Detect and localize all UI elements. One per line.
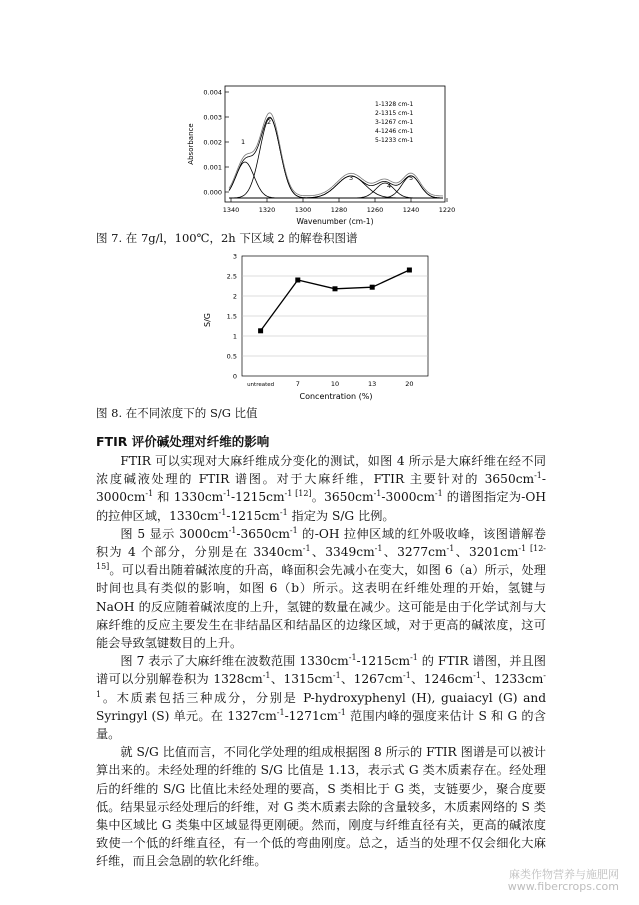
- text-run: 、3349cm: [310, 545, 375, 560]
- text-run: 的-OH 拉伸区域的红外吸收峰，该图谱解卷积为 4 个部分，分别是在 3340cm: [96, 526, 546, 560]
- text-run: 的谱图指定为-OH 的拉伸区域，1330cm: [96, 490, 546, 523]
- fig7-legend-entry: 2-1315 cm-1: [375, 110, 414, 117]
- text-run: FTIR 可以实现对大麻纤维成分变化的测试，如图 4 所示是大麻纤维在经不同浓度碱液处理的 FTIR 谱图。对于大麻纤维，FTIR 主要针对的 3650cm: [96, 454, 546, 487]
- superscript: -1: [373, 489, 382, 499]
- fig7-y-tick-label: 0.003: [203, 113, 222, 122]
- superscript: -1: [446, 543, 455, 553]
- text-run: 的 FTIR 谱图，并且图谱可以分别解卷积为 1328cm: [96, 654, 546, 687]
- superscript: -1: [374, 543, 383, 553]
- superscript: -1: [276, 707, 285, 717]
- fig8-data-point: [407, 268, 412, 273]
- text-run: -3650cm: [236, 526, 290, 541]
- fig8-y-tick-label: 1.5: [226, 312, 237, 321]
- text-run: 。可以看出随着碱浓度的升高，峰面积会先减小在变大，如图 6（a）所示，处理时间也具有类似的影响，如图 6（b）所示。这表明在纤维处理的开始，氢键与 NaOH 的反应随着碱浓度的上升，氢键的数量在减少。这可能是由于化学试剂与大麻纤维的反应主要发生在非结晶区和结晶区的边缘区域，对于更高的碱浓度，这可能会导致氢键数目的上升。: [96, 563, 546, 651]
- superscript: -1 [12]: [284, 489, 312, 499]
- superscript: -1: [289, 525, 298, 535]
- fig8-x-tick-label: 13: [368, 380, 377, 388]
- fig8-y-tick-label: 0: [232, 372, 237, 381]
- fig8-data-point: [333, 286, 338, 291]
- fig8-y-tick-label: 3: [232, 252, 237, 261]
- fig7-legend: [375, 101, 413, 144]
- superscript: -1: [302, 543, 311, 553]
- fig7-x-tick-label: 1220: [438, 206, 456, 214]
- fig8-y-tick-label: 2.5: [226, 272, 237, 281]
- fig8-x-tick-label: 10: [330, 380, 340, 388]
- text-run: 、3201cm: [454, 545, 519, 560]
- text-run: -1215cm: [226, 508, 280, 523]
- superscript: -1: [410, 653, 418, 663]
- article-body: [96, 452, 546, 871]
- fig7-legend-entry: 4-1246 cm-1: [375, 128, 414, 135]
- fig7-y-axis-label: Absorbance: [187, 123, 195, 165]
- fig7-peak-number: 2: [267, 118, 272, 126]
- superscript: -1: [218, 507, 227, 517]
- paragraph-4: [96, 743, 546, 870]
- fig7-y-tick-label: 0.001: [203, 163, 222, 172]
- superscript: -1: [262, 671, 271, 681]
- fig7-x-tick-label: 1340: [222, 206, 240, 214]
- section-title: FTIR 评价碱处理对纤维的影响: [96, 434, 270, 449]
- superscript: -1: [434, 489, 443, 499]
- superscript: -1: [348, 653, 357, 663]
- fig7-x-tick-label: 1320: [258, 206, 276, 214]
- text-run: -1215cm: [356, 654, 411, 669]
- text-run: -1271cm: [284, 708, 339, 723]
- fig7-legend-entry: 1-1328 cm-1: [375, 101, 414, 108]
- fig8-y-tick-label: 1: [232, 332, 237, 341]
- fig7-x-tick-label: 1260: [366, 206, 384, 214]
- text-run: -3000cm: [96, 472, 546, 505]
- fig7-x-tick-label: 1280: [330, 206, 348, 214]
- fig8-x-axis-label: Concentration (%): [299, 392, 373, 401]
- fig8-data-point: [258, 328, 263, 333]
- superscript: -1: [228, 525, 237, 535]
- superscript: -1: [96, 671, 546, 699]
- fig7-legend-entry: 3-1267 cm-1: [375, 119, 414, 126]
- fig8-y-tick-label: 2: [232, 292, 237, 301]
- text-run: 图 5 显示 3000cm: [120, 526, 229, 541]
- fig7-peak-number: 1: [241, 138, 246, 146]
- fig7-x-ticks: [223, 198, 456, 214]
- superscript: -1: [338, 707, 346, 717]
- superscript: -1: [473, 671, 481, 681]
- fig7-y-tick-label: 0.000: [203, 188, 222, 197]
- text-run: 。木质素包括三种成分，分别是 P-hydroxyphenyl (H), guaiacyl (G) and Syringyl (S) 单元。在 1327cm: [96, 690, 546, 723]
- fig7-y-tick-label: 0.002: [203, 138, 222, 147]
- watermark-site-name: 麻类作物营养与施肥网: [509, 868, 619, 881]
- superscript: -1: [279, 507, 288, 517]
- superscript: -1: [534, 471, 542, 481]
- fig7-x-tick-label: 1240: [402, 206, 420, 214]
- fig7-peak-number: 3: [349, 174, 354, 182]
- superscript: -1: [403, 671, 411, 681]
- fig7-x-tick-label: 1300: [294, 206, 312, 214]
- figure7-deconvolution-chart: [185, 80, 456, 230]
- fig8-y-axis-label: S/G: [203, 313, 212, 327]
- text-run: -1215cm: [231, 490, 285, 505]
- figure7-caption: 图 7. 在 7g/l，100℃，2h 下区域 2 的解卷积图谱: [96, 231, 358, 245]
- text-run: 指定为 S/G 比例。: [287, 508, 395, 523]
- fig8-series-line: [261, 270, 410, 331]
- text-run: 、3277cm: [382, 545, 447, 560]
- fig7-legend-entry: 5-1233 cm-1: [375, 137, 414, 144]
- paragraph-2: [96, 525, 546, 652]
- fig8-y-tick-label: 0.5: [226, 352, 237, 361]
- text-run: 。3650cm: [311, 490, 374, 505]
- fig8-data-point: [295, 278, 300, 283]
- figure8-sg-ratio-chart: [200, 248, 450, 403]
- text-run: 、1246cm: [410, 672, 474, 687]
- fig7-x-axis-label: Wavenumber (cm-1): [296, 217, 374, 226]
- paragraph-1: [96, 452, 546, 525]
- superscript: -1: [223, 489, 232, 499]
- superscript: -1: [145, 489, 154, 499]
- fig8-x-tick-label: untreated: [247, 382, 275, 388]
- text-run: 就 S/G 比值而言，不同化学处理的组成根据图 8 所示的 FTIR 图谱是可以被计算出来的。未经处理的纤维的 S/G 比值是 1.13，表示式 G 类木质素存在。经处理后的纤维的 S/G 比值比未经处理的要高，S 类相比于 G 类，支链要少，聚合度要低。结果显示经处理后的纤维，对 G 类木质素去除的含量较多，木质素网络的 S 类集中区域比 G 类集中区域显得更刚硬。然而，刚度与纤维直径有关，更高的碱浓度致使一个低的纤维直径，有一个低的弯曲刚度。总之，适当的处理不仅会细化大麻纤维，而且会急剧的软化纤维。: [96, 745, 546, 869]
- figure8-caption: 图 8. 在不同浓度下的 S/G 比值: [96, 406, 258, 420]
- watermark-url: www.fibercrops.com: [507, 880, 619, 893]
- fig7-peak-number: 5: [409, 174, 414, 182]
- text-run: 和 1330cm: [153, 490, 224, 505]
- fig8-data-point: [370, 285, 375, 290]
- fig8-x-tick-label: 20: [405, 380, 414, 388]
- text-run: 、1233cm: [480, 672, 544, 687]
- superscript: -1 [12-15]: [96, 543, 547, 572]
- text-run: -3000cm: [381, 490, 435, 505]
- text-run: 范围内峰的强度来估计 S 和 G 的含量。: [96, 708, 546, 742]
- paragraph-3: [96, 652, 546, 743]
- text-run: 图 7 表示了大麻纤维在波数范围 1330cm: [120, 654, 349, 669]
- text-run: 、1315cm: [270, 672, 333, 687]
- fig8-x-tick-label: 7: [295, 380, 300, 388]
- fig7-peak-number: 4: [387, 182, 392, 190]
- superscript: -1: [332, 671, 341, 681]
- text-run: 、1267cm: [340, 672, 403, 687]
- fig7-y-tick-label: 0.004: [203, 88, 222, 97]
